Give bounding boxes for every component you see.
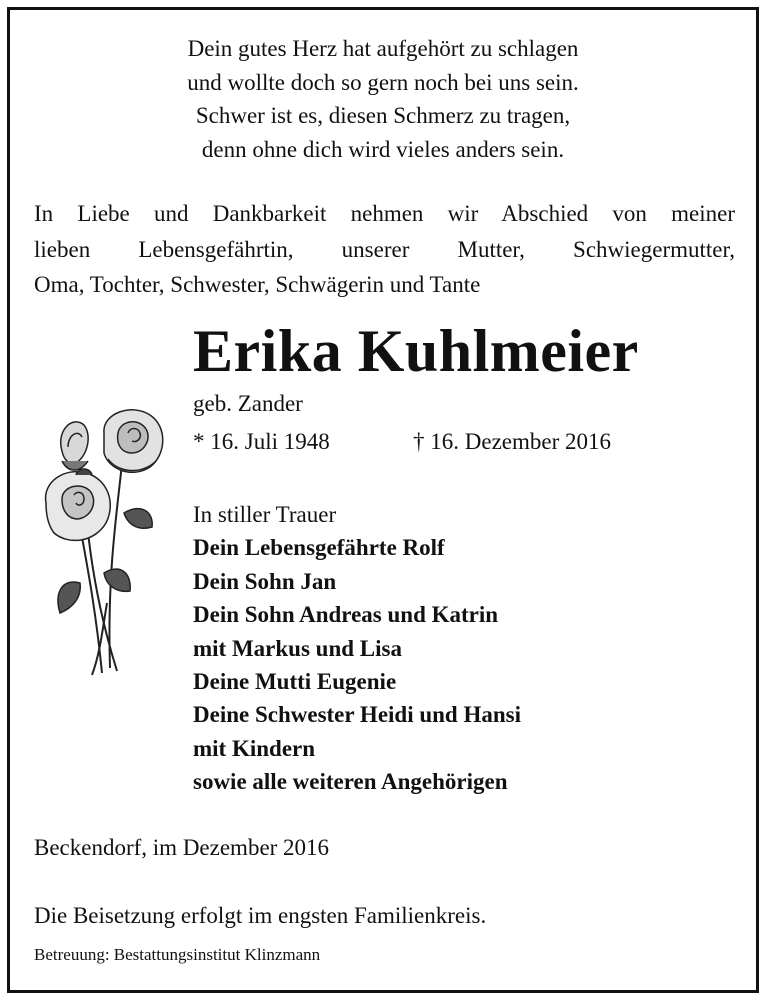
poem-line: und wollte doch so gern noch bei uns sein. <box>187 69 579 95</box>
birth-date: * 16. Juli 1948 <box>193 429 330 454</box>
mourner-line: Dein Lebensgefährte Rolf <box>193 535 445 561</box>
poem-line: denn ohne dich wird vieles anders sein. <box>201 136 565 162</box>
mourner-line: Dein Sohn Andreas und Katrin <box>193 602 499 628</box>
mourner-line: mit Markus und Lisa <box>193 635 402 661</box>
intro-text <box>34 196 735 303</box>
roses-illustration <box>32 403 172 678</box>
mourner-line: Dein Sohn Jan <box>193 568 337 594</box>
poem-line: Schwer ist es, diesen Schmerz zu tragen, <box>195 103 571 128</box>
poem <box>10 32 756 166</box>
death-date: † 16. Dezember 2016 <box>413 429 611 454</box>
mourner-line: sowie alle weiteren Angehörigen <box>193 769 508 795</box>
deceased-name: Erika Kuhlmeier <box>193 318 639 384</box>
mourning-lead: In stiller Trauer <box>193 502 337 527</box>
funeral-home-note: Betreuung: Bestattungsinstitut Klinzmann <box>34 945 321 964</box>
mourner-line: Deine Mutti Eugenie <box>193 669 397 695</box>
birth-name: geb. Zander <box>193 391 303 416</box>
mourner-line: Deine Schwester Heidi und Hansi <box>193 702 521 728</box>
intro-line: In Liebe und Dankbarkeit nehmen wir Abschied von meiner <box>34 201 735 226</box>
place-date: Beckendorf, im Dezember 2016 <box>34 835 330 860</box>
obituary-frame <box>7 7 759 993</box>
mourner-line: mit Kindern <box>193 735 316 761</box>
poem-line: Dein gutes Herz hat aufgehört zu schlagen <box>187 36 579 61</box>
intro-line: Oma, Tochter, Schwester, Schwägerin und Tante <box>34 272 481 297</box>
intro-line: lieben Lebensgefährtin, unserer Mutter, Schwiegermutter, <box>34 236 735 262</box>
burial-note: Die Beisetzung erfolgt im engsten Familienkreis. <box>34 903 487 928</box>
mourners-block <box>193 498 521 799</box>
